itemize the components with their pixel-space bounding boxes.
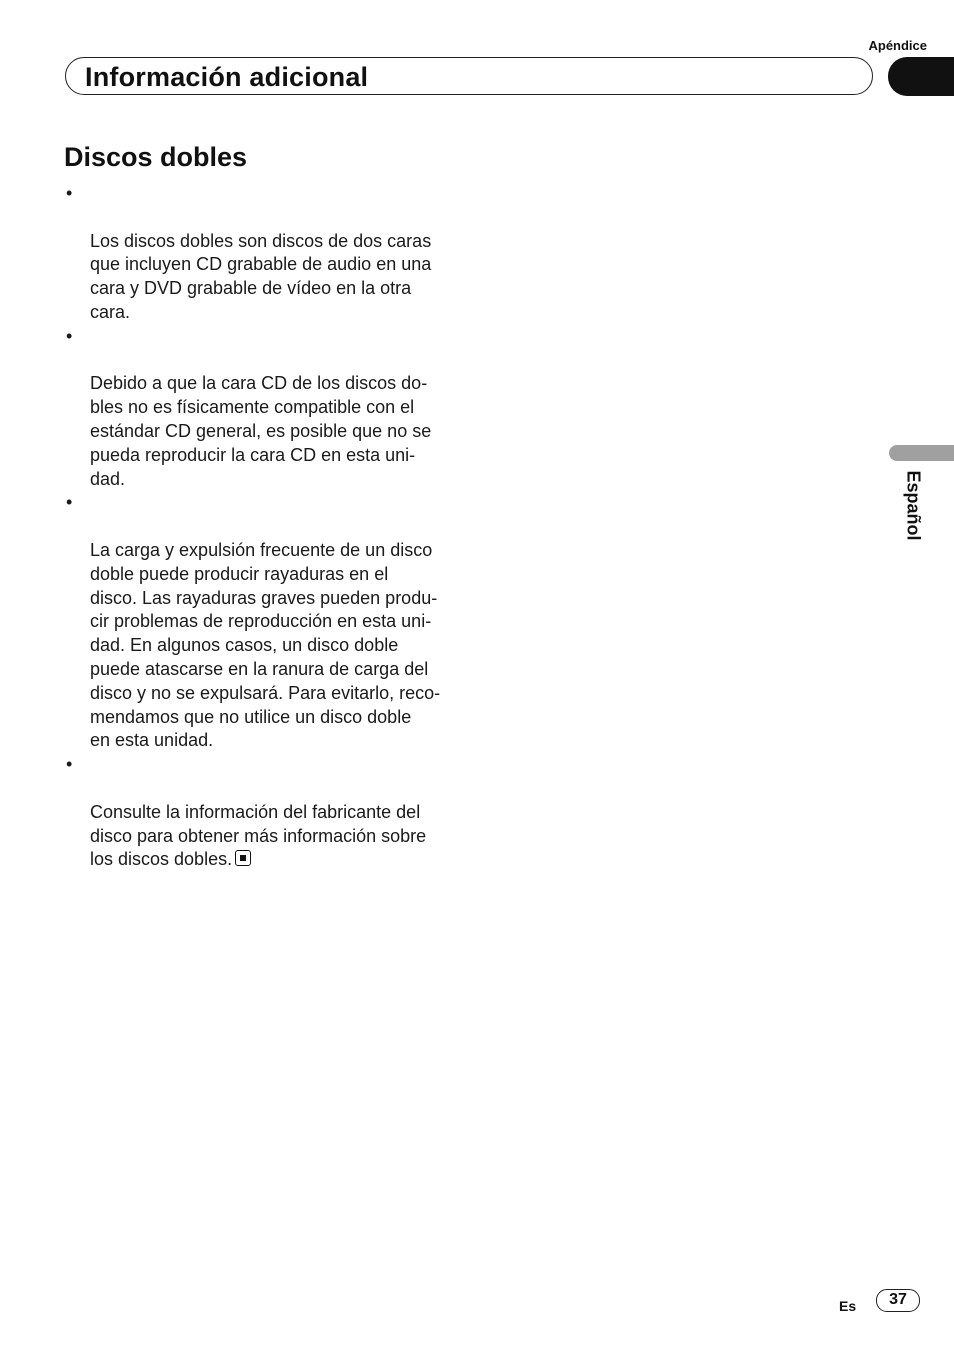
language-side-label: Español — [903, 470, 924, 541]
list-item-text: La carga y expulsión frecuente de un disco doble puede producir rayaduras en el disco. Las rayaduras graves pueden produ- cir problemas de reproducción en esta uni- dad. En algunos casos, un disco doble puede atascarse en la ranura de carga del disco y no se expulsará. Para evitarlo, reco- mendamos que no utilice un disco doble en esta unidad. — [90, 539, 441, 751]
page-title: Discos dobles — [64, 142, 248, 172]
list-item — [64, 182, 454, 325]
list-item-text: Debido a que la cara CD de los discos do- bles no es físicamente compatible con el estándar CD general, es posible que no se pueda reproducir la cara CD en esta uni- dad. — [90, 373, 432, 489]
list-item-text: Los discos dobles son discos de dos caras que incluyen CD grabable de audio en una cara y DVD grabable de vídeo en la otra cara. — [90, 230, 432, 322]
list-item-text: Consulte la información del fabricante del disco para obtener más información sobre los discos dobles. — [90, 801, 427, 870]
list-item — [64, 325, 454, 492]
footer-language-code: Es — [839, 1298, 857, 1314]
bullet-icon: • — [66, 754, 73, 775]
stop-square-icon — [235, 850, 251, 866]
chapter-tab-marker — [888, 57, 954, 96]
bullet-icon: • — [66, 492, 73, 513]
bullet-icon: • — [66, 183, 73, 203]
language-tab-marker — [889, 445, 954, 461]
bullet-list — [64, 182, 454, 872]
list-item — [64, 491, 454, 753]
page-number: 37 — [876, 1289, 920, 1312]
bullet-icon: • — [66, 325, 73, 346]
section-header-box — [65, 57, 873, 95]
appendix-label: Apéndice — [868, 38, 927, 53]
section-header-title: Información adicional — [85, 62, 369, 92]
list-item — [64, 753, 454, 872]
